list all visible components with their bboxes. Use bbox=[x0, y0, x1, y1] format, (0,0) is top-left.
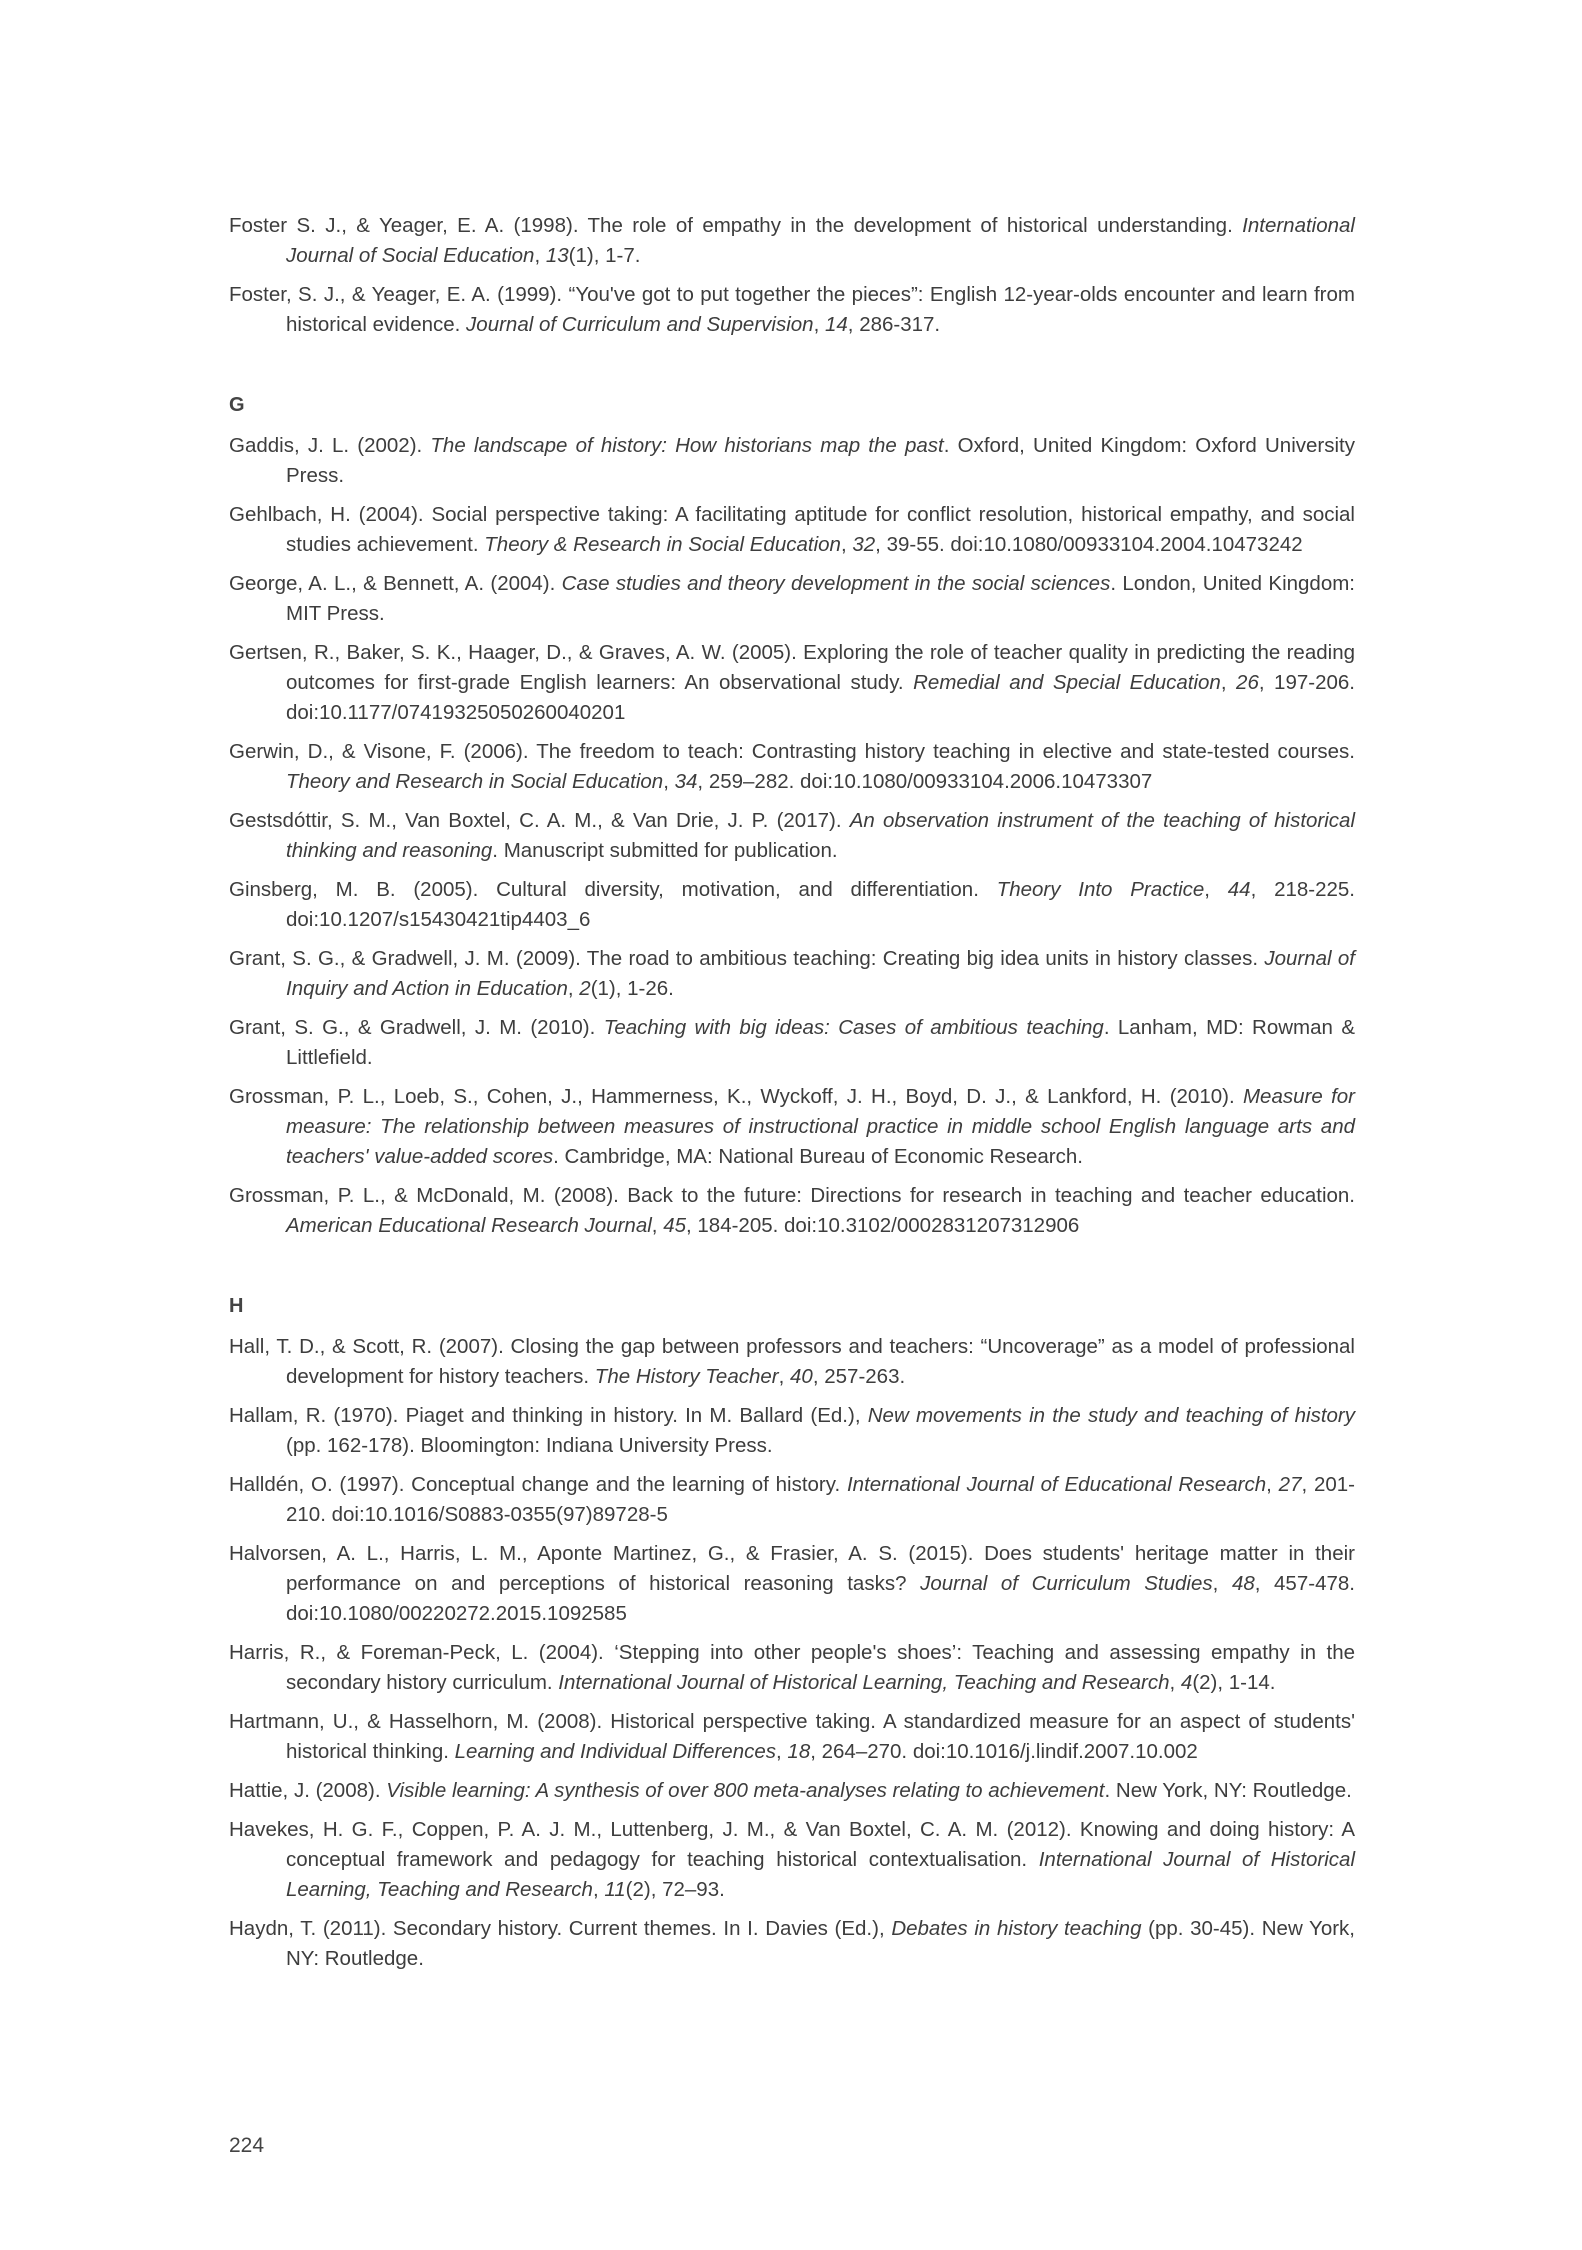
reference-entry: Gaddis, J. L. (2002). The landscape of history: How historians map the past. Oxford, United Kingdom: Oxford University Press. bbox=[229, 434, 1355, 487]
reference-entry: Hall, T. D., & Scott, R. (2007). Closing the gap between professors and teachers: “Uncoverage” as a model of professional development for history teachers. The History Teacher, 40, 257-263. bbox=[229, 1335, 1355, 1388]
reference-entry: Grant, S. G., & Gradwell, J. M. (2009). The road to ambitious teaching: Creating big idea units in history classes. Journal of Inquiry and Action in Education, 2(1), 1-26. bbox=[229, 947, 1355, 1000]
reference-list bbox=[229, 211, 1355, 1983]
reference-entry: Foster S. J., & Yeager, E. A. (1998). The role of empathy in the development of historical understanding. International Journal of Social Education, 13(1), 1-7. bbox=[229, 214, 1355, 267]
reference-entry: Havekes, H. G. F., Coppen, P. A. J. M., Luttenberg, J. M., & Van Boxtel, C. A. M. (2012). Knowing and doing history: A conceptual framework and pedagogy for teaching historical contextualisation. International Journal of Historical Learning, Teaching and Research, 11(2), 72–93. bbox=[229, 1818, 1356, 1901]
reference-entry: Foster, S. J., & Yeager, E. A. (1999). “You've got to put together the pieces”: English 12-year-olds encounter and learn from historical evidence. Journal of Curriculum and Supervision, 14, 286-317. bbox=[229, 283, 1355, 336]
reference-entry: Grant, S. G., & Gradwell, J. M. (2010). Teaching with big ideas: Cases of ambitious teaching. Lanham, MD: Rowman & Littlefield. bbox=[229, 1016, 1355, 1069]
reference-entry: Hartmann, U., & Hasselhorn, M. (2008). Historical perspective taking. A standardized measure for an aspect of students' historical thinking. Learning and Individual Differences, 18, 264–270. doi:10.1016/j.lindif.2007.10.002 bbox=[229, 1710, 1355, 1763]
reference-entry: Gehlbach, H. (2004). Social perspective taking: A facilitating aptitude for conflict resolution, historical empathy, and social studies achievement. Theory & Research in Social Education, 32, 39-55. doi:10.1080/00933104.2004.10473242 bbox=[229, 503, 1355, 556]
page-number: 224 bbox=[229, 2134, 265, 2157]
reference-entry: Halldén, O. (1997). Conceptual change and the learning of history. International Journal of Educational Research, 27, 201-210. doi:10.1016/S0883-0355(97)89728-5 bbox=[229, 1473, 1355, 1526]
reference-entry: George, A. L., & Bennett, A. (2004). Case studies and theory development in the social sciences. London, United Kingdom: MIT Press. bbox=[229, 572, 1356, 625]
reference-entry: Grossman, P. L., & McDonald, M. (2008). Back to the future: Directions for research in teaching and teacher education. American Educational Research Journal, 45, 184-205. doi:10.3102/0002831207312906 bbox=[229, 1184, 1355, 1237]
reference-entry: Harris, R., & Foreman-Peck, L. (2004). ‘Stepping into other people's shoes’: Teaching and assessing empathy in the secondary history curriculum. International Journal of Historical Learning, Teaching and Research, 4(2), 1-14. bbox=[229, 1641, 1355, 1694]
reference-entry: Halvorsen, A. L., Harris, L. M., Aponte Martinez, G., & Frasier, A. S. (2015). Does students' heritage matter in their performance on and perceptions of historical reasoning tasks? Journal of Curriculum Studies, 48, 457-478. doi:10.1080/00220272.2015.1092585 bbox=[229, 1542, 1355, 1625]
reference-entry: Hattie, J. (2008). Visible learning: A synthesis of over 800 meta-analyses relating to achievement. New York, NY: Routledge. bbox=[229, 1779, 1352, 1802]
reference-entry: Gerwin, D., & Visone, F. (2006). The freedom to teach: Contrasting history teaching in elective and state-tested courses. Theory and Research in Social Education, 34, 259–282. doi:10.1080/00933104.2006.10473307 bbox=[229, 740, 1355, 793]
section-letter-g: G bbox=[229, 394, 245, 416]
reference-entry: Ginsberg, M. B. (2005). Cultural diversity, motivation, and differentiation. Theory Into Practice, 44, 218-225. doi:10.1207/s15430421tip4403_6 bbox=[229, 878, 1355, 931]
section-letter-h: H bbox=[229, 1295, 244, 1317]
reference-entry: Haydn, T. (2011). Secondary history. Current themes. In I. Davies (Ed.), Debates in history teaching (pp. 30-45). New York, NY: Routledge. bbox=[229, 1917, 1355, 1970]
reference-entry: Gertsen, R., Baker, S. K., Haager, D., & Graves, A. W. (2005). Exploring the role of teacher quality in predicting the reading outcomes for first-grade English learners: An observational study. Remedial and Special Education, 26, 197-206. doi:10.1177/07419325050260040201 bbox=[229, 641, 1355, 724]
reference-entry: Gestsdóttir, S. M., Van Boxtel, C. A. M., & Van Drie, J. P. (2017). An observation instrument of the teaching of historical thinking and reasoning. Manuscript submitted for publication. bbox=[229, 809, 1356, 862]
reference-entry: Hallam, R. (1970). Piaget and thinking in history. In M. Ballard (Ed.), New movements in the study and teaching of history (pp. 162-178). Bloomington: Indiana University Press. bbox=[229, 1404, 1355, 1457]
reference-entry: Grossman, P. L., Loeb, S., Cohen, J., Hammerness, K., Wyckoff, J. H., Boyd, D. J., & Lankford, H. (2010). Measure for measure: The relationship between measures of instructional practice in middle school English language arts and teachers' value-added scores. Cambridge, MA: National Bureau of Economic Research. bbox=[229, 1085, 1355, 1168]
